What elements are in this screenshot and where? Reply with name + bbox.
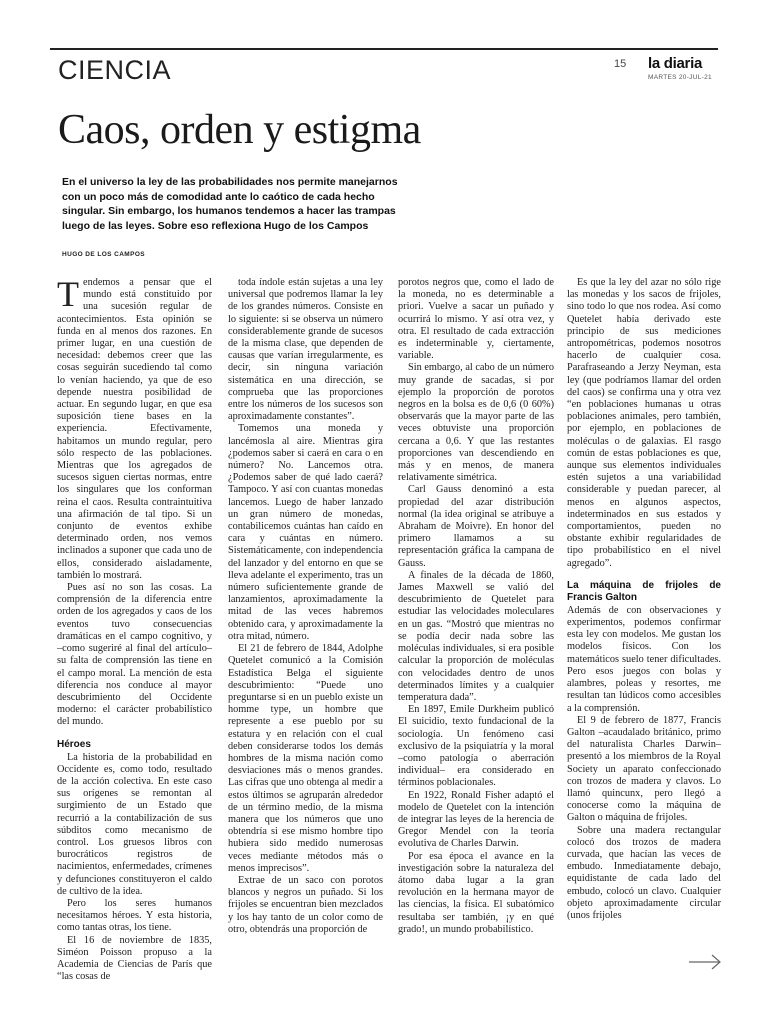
paragraph: Extrae de un saco con porotos blancos y negros un puñado. Si los frijoles se encuentran bien mezclados y los hay tanto de un color como de otro, obtendrás una proporción de — [228, 874, 383, 935]
paragraph — [57, 274, 212, 582]
paragraph: Pero los seres humanos necesitamos héroes. Y esta historia, como tantas otras, los tiene. — [57, 897, 212, 934]
article-column-3 — [398, 277, 554, 936]
section-label: CIENCIA — [58, 55, 172, 85]
article-byline: HUGO DE LOS CAMPOS — [62, 251, 146, 258]
continue-arrow-icon — [688, 954, 722, 970]
paragraph: En 1922, Ronald Fisher adaptó el modelo de Quetelet con la intención de integrar las leyes de la herencia de Gregor Mendel con la teoría evolutiva de Charles Darwin. — [398, 789, 554, 850]
subheading: Héroes — [57, 738, 91, 750]
paragraph: El 16 de noviembre de 1835, Siméon Poisson propuso a la Academia de Ciencias de París que “las cosas de — [57, 934, 212, 983]
top-rule — [50, 48, 718, 50]
paragraph: El 21 de febrero de 1844, Adolphe Quetelet comunicó a la Comisión Estadística Belga el siguiente descubrimiento: “Puede uno preguntarse si en un pueblo existe un homme type, un hombre que represente a ese pueblo por su estatura y en relación con el cual deben considerarse todos los demás hombres de la misma nación como desviaciones más o menos grandes. Las cifras que uno obtenga al medir a estos últimos se agruparán alrededor de un término medio, de la misma manera que los números que uno obtendría si ese mismo hombre tipo hubiera sido medido numerosas veces mediante métodos más o menos imprecisos”. — [228, 643, 383, 874]
paragraph: porotos negros que, como el lado de la moneda, no es determinable a priori. Vuelve a sacar un puñado y ocurrirá lo mismo. Y así otra vez, y otra. El resultado de cada extracción es indeterminable y, ciertamente, variable. — [398, 277, 554, 362]
article-column-4 — [567, 277, 721, 922]
drop-cap: T — [57, 274, 79, 314]
paragraph-text: endemos a pensar que el mundo está constituido por una sucesión regular de acontecimientos. Esta opinión se funda en al menos dos razones. En primer lugar, en una cuestión de necesidad: debemos creer que las cosas seguirán sucediendo tal como lo venían haciendo, ya que de eso depende nuestra posibilidad de actuar. En segundo lugar, en que esa suposición tiene bases en la experiencia. Efectivamente, habitamos un mundo regular, pero sólo respecto de las poblaciones. Mientras que los agregados de sucesos siguen ciertas normas, entre los singulares que los conforman reina el caos. Resulta contraintuitiva una afirmación de tal tipo. Si un conjunto de eventos exhibe determinado orden, nos vemos inclinados a suponer que cada uno de ellos, considerado aisladamente, también lo mostrará. — [57, 277, 212, 581]
paragraph: Pues así no son las cosas. La comprensión de la diferencia entre orden de los agregados y caos de los eventos tuvo consecuencias dramáticas en el campo cognitivo, y –como sugeriré al final del artículo– su falta de comprensión las tiene en el campo moral. La mención de esta diferencia nos conduce al mayor descubrimiento del Occidente moderno: el carácter probabilístico del mundo. — [57, 582, 212, 728]
subheading: La máquina de frijoles de Francis Galton — [567, 579, 721, 603]
paragraph: A finales de la década de 1860, James Maxwell se valió del descubrimiento de Quetelet para estudiar las velocidades moleculares en un gas. “Mostró que mientras no se podía decir nada sobre las moléculas individuales, si era posible calcular la proporción de moléculas con velocidades dentro de unos determinados límites y a cualquier temperatura dada”. — [398, 569, 554, 703]
paragraph: En 1897, Emile Durkheim publicó El suicidio, texto fundacional de la sociología. Un fenómeno casi exclusivo de la psiquiatría y la moral –como patología o aberración individual– era considerado en términos poblacionales. — [398, 704, 554, 789]
article-column-2 — [228, 277, 383, 936]
issue-date: MARTES 20-JUL-21 — [648, 74, 712, 81]
article-dek: En el universo la ley de las probabilidades nos permite manejarnos con un poco más de comodidad ante lo caótico de cada hecho singular. Sin embargo, los humanos tendemos a hacer las trampas luego de las leyes. Sobre eso reflexiona Hugo de los Campos — [62, 176, 398, 232]
article-column-1 — [57, 274, 212, 983]
paragraph: Además de con observaciones y experimentos, podemos confirmar esta ley con modelos. Me gustan los modelos físicos. Con los matemáticos suelo tener dificultades. Pero esos juegos con bolas y alambres, poleas y resortes, me resultan tan lúdicos como accesibles a la comprensión. — [567, 604, 721, 714]
paragraph: toda índole están sujetas a una ley universal que podremos llamar la ley de los grandes números. Consiste en lo siguiente: si se observa un número considerablemente grande de sucesos de la misma clase, que dependen de causas que varían irregularmente, es decir, sin ninguna variación sistemática en una dirección, se comprueba que las proporciones entre los números de los sucesos son aproximadamente constantes”. — [228, 277, 383, 423]
paragraph: Es que la ley del azar no sólo rige las monedas y los sacos de frijoles, sino todo lo que nos rodea. Así como Quetelet había derivado este principio de sus mediciones antropométricas, podemos nosotros hacerlo de cualquier cosa. Parafraseando a Jerzy Neyman, esta ley (que podríamos llamar del orden del caos) se confirma una y otra vez “en poblaciones humanas u otras poblaciones animales, pero también, por ejemplo, en poblaciones de moléculas o de galaxias. El rasgo común de estas poblaciones es que, aunque sus elementos individuales estén sujetos a una variabilidad considerable y puedan parecer, al menos en algunos aspectos, indeterminados en sus estados y comportamientos, pueden no obstante exhibir regularidades de tipo probabilístico en el nivel agregado”. — [567, 277, 721, 569]
page-number: 15 — [614, 58, 627, 70]
paragraph: La historia de la probabilidad en Occidente es, como todo, resultado de la acción colectiva. En este caso sus orígenes se remontan al surgimiento de un Estado que recurrió a la contabilización de sus súbditos como mecanismo de control. Los gruesos libros con burocráticos registros de nacimientos, enfermedades, crímenes y defunciones constituyeron el caldo de cultivo de la idea. — [57, 751, 212, 897]
paragraph: El 9 de febrero de 1877, Francis Galton –acaudalado británico, primo del naturalista Charles Darwin– presentó a los miembros de la Royal Society un aparato confeccionado con trozos de madera y clavos. Lo llamó quincunx, pero llegó a conocerse como la máquina de Galton o máquina de frijoles. — [567, 714, 721, 824]
paragraph: Carl Gauss denominó a esta propiedad del azar distribución normal (la idea original se atribuye a Abraham de Moivre). En honor del primero llamamos a su representación gráfica la campana de Gauss. — [398, 484, 554, 569]
article-title: Caos, orden y estigma — [58, 107, 421, 153]
paragraph: Sobre una madera rectangular colocó dos trozos de madera curvada, que hacían las veces de embudo. Inmediatamente debajo, equidistante de cada lado del embudo, colocó un clavo. Cualquier objeto aproximadamente circular (unos frijoles — [567, 824, 721, 921]
paragraph: Tomemos una moneda y lancémosla al aire. Mientras gira ¿podemos saber si caerá en cara o en número? No. Lancemos otra. ¿Podemos saber de qué lado caerá? Tampoco. Y así con cuantas monedas lancemos. Luego de haber lanzado un gran número de monedas, contabilicemos cuántas han caído en cara y cuántas en número. Sistemáticamente, con independencia del lanzador y del entorno en que se lleva adelante el experimento, tras un número suficientemente grande de lanzamientos, aproximadamente la mitad de las veces habremos obtenido cara, y aproximadamente la otra mitad, número. — [228, 423, 383, 642]
paragraph: Por esa época el avance en la investigación sobre la naturaleza del átomo daba lugar a la gran revolución en la hermana mayor de las ciencias, la física. El subatómico resultaba ser también, ¡y en qué grado!, un mundo probabilístico. — [398, 850, 554, 935]
masthead-logo: la diaria — [648, 55, 702, 72]
paragraph: Sin embargo, al cabo de un número muy grande de sacadas, si por ejemplo la proporción de porotos negros en la bolsa es de 0,6 (0 60%) observarás que la mayor parte de las veces obtuviste una proporción cercana a 0,6. Y que las restantes proporciones van descendiendo en más y en menos, de manera relativamente simétrica. — [398, 362, 554, 484]
